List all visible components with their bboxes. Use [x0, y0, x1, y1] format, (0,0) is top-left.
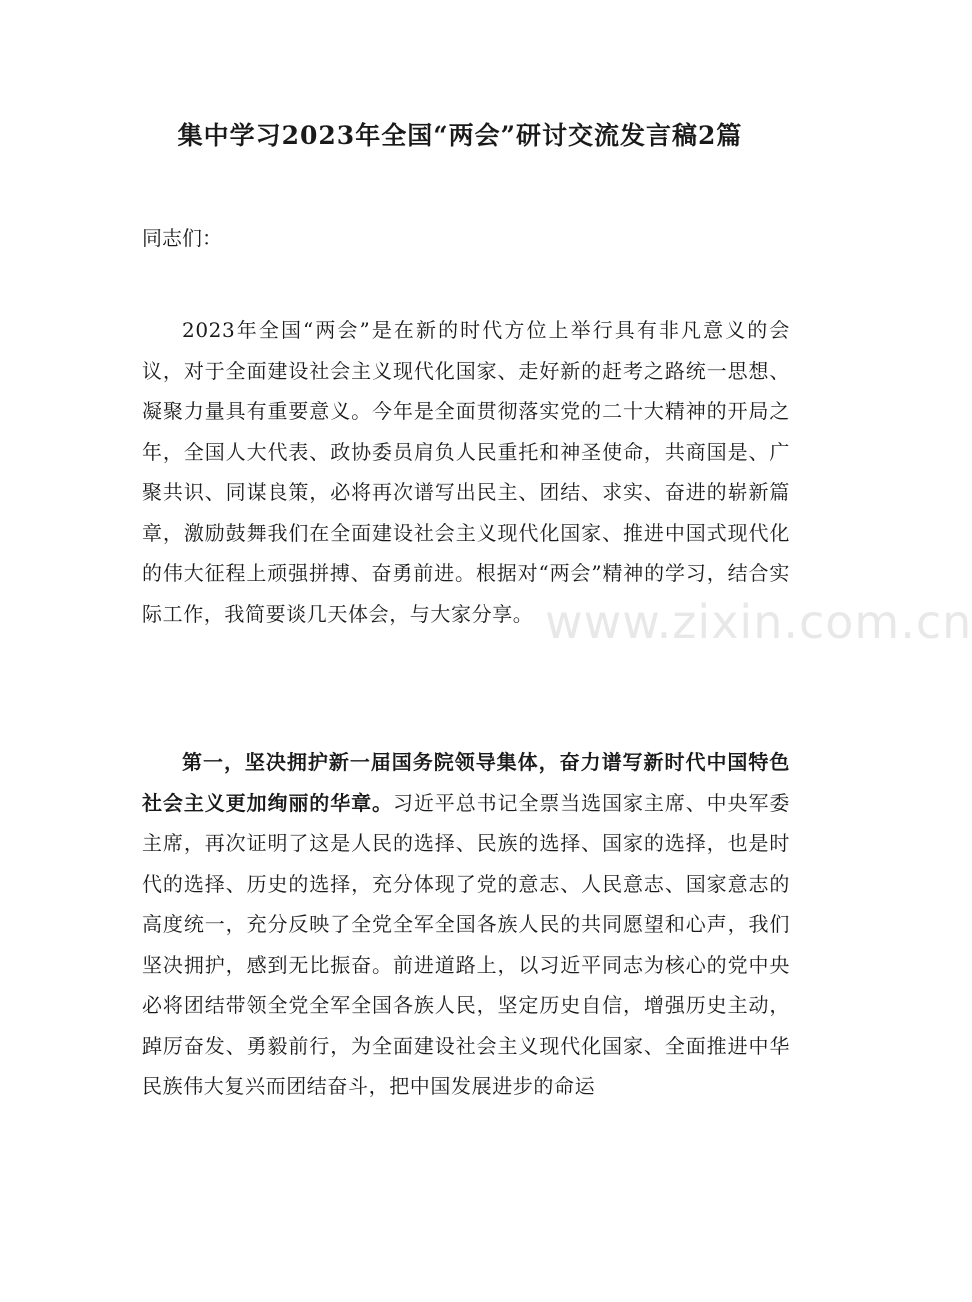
paragraph-2-body: 习近平总书记全票当选国家主席、中央军委主席，再次证明了这是人民的选择、民族的选择、国家的选择，也是时代的选择、历史的选择，充分体现了党的意志、人民意志、国家意志的高度统一，充分反映了全党全军全国各族人民的共同愿望和心声，我们坚决拥护，感到无比振奋。前进道路上，以习近平同志为核心的党中央必将团结带领全党全军全国各族人民，坚定历史自信，增强历史主动，踔厉奋发、勇毅前行，为全面建设社会主义现代化国家、全面推进中华民族伟大复兴而团结奋斗，把中国发展进步的命运	[142, 790, 791, 1098]
paragraph-2-lead: 第一，坚决拥护新一届国务院领导集体，奋力谱写新时代中国特色社会主义更加绚丽的华章。	[142, 750, 790, 815]
salutation: 同志们：	[142, 226, 222, 250]
document-title: 集中学习2023年全国“两会”研讨交流发言稿2篇	[177, 121, 743, 150]
watermark: www.zixin.com.cn	[545, 595, 972, 649]
paragraph-2	[142, 742, 790, 1107]
paragraph-1: 2023年全国“两会”是在新的时代方位上举行具有非凡意义的会议，对于全面建设社会主义现代化国家、走好新的赶考之路统一思想、凝聚力量具有重要意义。今年是全面贯彻落实党的二十大精神的开局之年，全国人大代表、政协委员肩负人民重托和神圣使命，共商国是、广聚共识、同谋良策，必将再次谱写出民主、团结、求实、奋进的崭新篇章，激励鼓舞我们在全面建设社会主义现代化国家、推进中国式现代化的伟大征程上顽强拼搏、奋勇前进。根据对“两会”精神的学习，结合实际工作，我简要谈几天体会，与大家分享。	[142, 318, 790, 626]
